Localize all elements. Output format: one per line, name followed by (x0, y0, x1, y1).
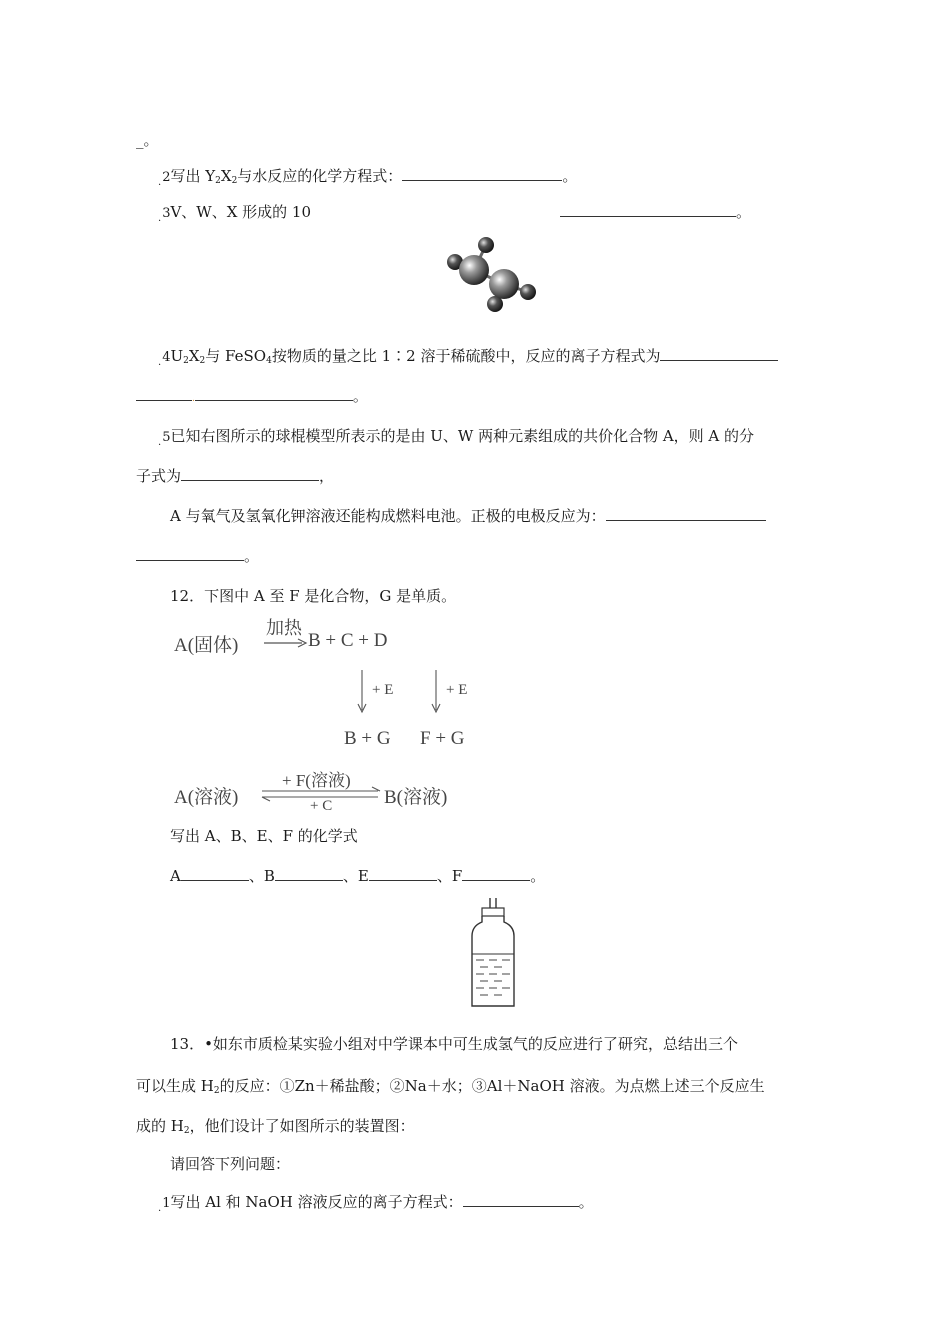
question-13-line-3: 成的 $H_2$，他们设计了如图所示的装置图： (136, 1117, 415, 1136)
answer-blank-e[interactable] (369, 866, 437, 881)
answer-blank[interactable] (181, 466, 319, 481)
question-11-part-5: $_.$5已知右图所示的球棍模型所表示的是由 U、W 两种元素组成的共价化合物 A，则 A 的分 (158, 427, 755, 448)
scheme-f-g: F + G (420, 728, 465, 749)
scheme-b-solution: B(溶液) (384, 787, 448, 808)
question-12-title: 12．下图中 A 至 F 是化合物，G 是单质。 (170, 587, 457, 605)
scheme-plus-e-left: + E (372, 682, 394, 698)
text-line-0: _。 (136, 131, 159, 149)
scheme-products: B + C + D (308, 630, 388, 651)
scheme-down-arrow-right (430, 668, 442, 714)
gas-bottle-apparatus (466, 896, 520, 1012)
scheme-down-arrow-left (356, 668, 368, 714)
answer-blank[interactable] (463, 1192, 579, 1207)
scheme-b-g: B + G (344, 728, 391, 749)
question-11-part-5-line-2: 子式为 ， (136, 467, 335, 485)
answer-blank-a[interactable] (181, 866, 249, 881)
orange-mark: . (192, 394, 195, 404)
question-13-line-2: 可以生成 $H_2$的反应：①Zn＋稀盐酸；②Na＋水；③Al＋NaOH 溶液。为点燃上述三个反应生 (136, 1077, 765, 1096)
question-13-part-1: $_.$1写出 Al 和 NaOH 溶液反应的离子方程式： 。 (158, 1193, 594, 1214)
answer-blank[interactable] (136, 546, 244, 561)
answer-blank[interactable] (402, 166, 562, 181)
answer-blank[interactable] (195, 386, 353, 401)
question-12-ask: 写出 A、B、E、F 的化学式 (170, 827, 358, 845)
answer-blank[interactable] (606, 506, 766, 521)
scheme-a-solution: A(溶液) (174, 787, 239, 808)
answer-blank[interactable] (560, 202, 736, 217)
scheme-plus-f-solution: + F(溶液) (282, 771, 351, 790)
scheme-a-solid: A(固体) (174, 635, 239, 656)
question-11-part-3: $_.$3V、W、X 形成的 10 (158, 203, 312, 224)
question-13-line-1: 13．•如东市质检某实验小组对中学课本中可生成氢气的反应进行了研究，总结出三个 (170, 1035, 738, 1053)
answer-blank[interactable] (660, 346, 778, 361)
answer-blank[interactable] (136, 386, 192, 401)
question-11-part-4: $_.4U_2X_2$与 FeSO$_4$按物质的量之比 1∶2 溶于稀硫酸中，反应的离子方程式为 (158, 346, 778, 371)
scheme-heat-arrow (262, 636, 308, 650)
question-12-answers: A 、B 、E 、F 。 (170, 867, 546, 885)
scheme-plus-e-right: + E (446, 682, 468, 698)
scheme-heat-label: 加热 (266, 618, 302, 638)
question-13-line-4: 请回答下列问题： (170, 1155, 291, 1173)
question-11-part-3-blank: 。 (560, 202, 751, 222)
ball-and-stick-model (440, 232, 540, 322)
question-11-part-2: $_.$2写出 $Y_2X_2$与水反应的化学方程式： 。 (158, 167, 578, 188)
question-11-part-5-line-3: A 与氧气及氢氧化钾溶液还能构成燃料电池。正极的电极反应为： (170, 506, 766, 526)
scheme-plus-c: + C (310, 798, 333, 814)
question-11-part-4-continued: . 。 (136, 386, 368, 409)
question-11-part-5-line-4: 。 (136, 546, 259, 566)
answer-blank-f[interactable] (462, 866, 530, 881)
answer-blank-b[interactable] (275, 866, 343, 881)
